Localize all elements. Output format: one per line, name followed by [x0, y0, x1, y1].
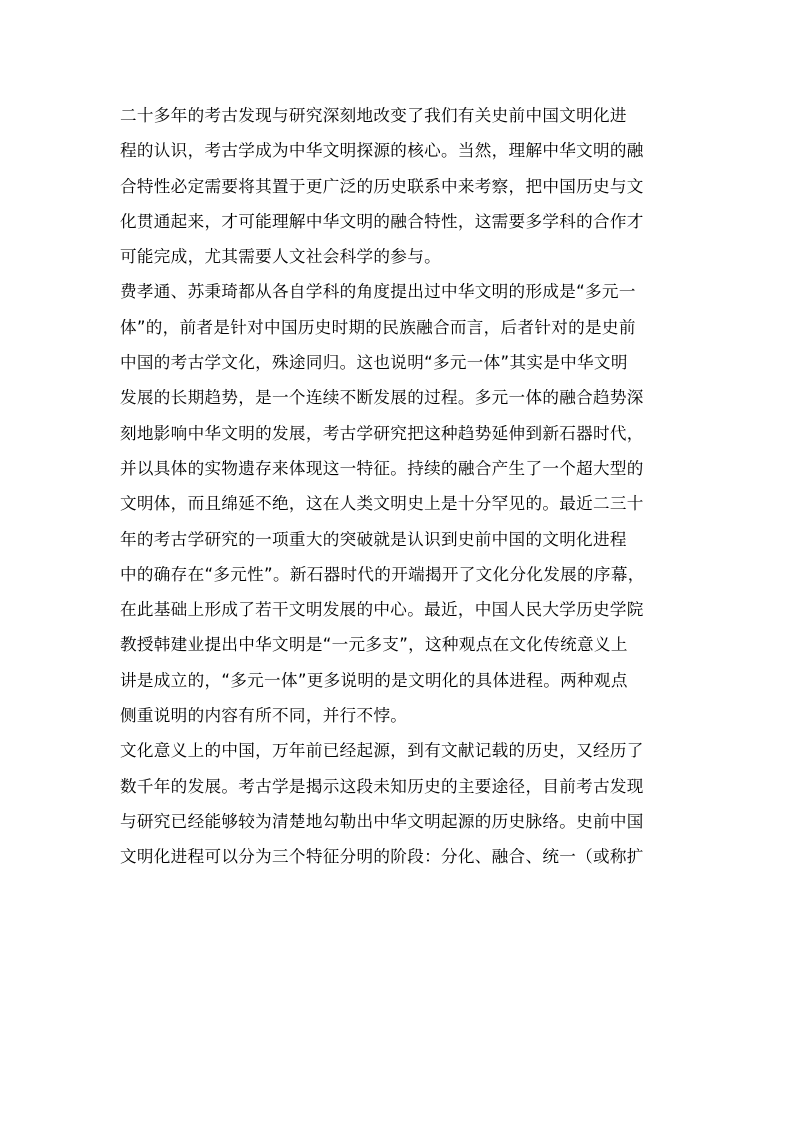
text-line: 费孝通、苏秉琦都从各自学科的角度提出过中华文明的形成是“多元一	[120, 282, 636, 302]
paragraph-3	[120, 733, 680, 874]
text-line: 并以具体的实物遗存来体现这一特征。持续的融合产生了一个超大型的	[120, 458, 644, 478]
text-line: 文明体，而且绵延不绝，这在人类文明史上是十分罕见的。最近二三十	[120, 494, 644, 514]
text-line: 二十多年的考古发现与研究深刻地改变了我们有关史前中国文明化进	[120, 106, 627, 125]
text-line: 中的确存在“多元性”。新石器时代的开端揭开了文化分化发展的序幕，	[120, 564, 645, 584]
text-line: 与研究已经能够较为清楚地勾勒出中华文明起源的历史脉络。史前中国	[120, 811, 644, 831]
text-line: 中国的考古学文化，殊途同归。这也说明“多元一体”其实是中华文明	[120, 353, 628, 373]
text-line: 教授韩建业提出中华文明是“一元多支”，这种观点在文化传统意义上	[120, 635, 628, 655]
text-line: 讲是成立的，“多元一体”更多说明的是文明化的具体进程。两种观点	[120, 670, 628, 690]
text-line: 可能完成，尤其需要人文社会科学的参与。	[120, 247, 441, 267]
text-line: 刻地影响中华文明的发展，考古学研究把这种趋势延伸到新石器时代，	[120, 423, 644, 443]
text-line: 文化意义上的中国，万年前已经起源，到有文献记载的历史，又经历了	[120, 741, 644, 761]
text-line: 文明化进程可以分为三个特征分明的阶段：分化、融合、统一（或称扩	[120, 847, 644, 867]
text-line: 体”的，前者是针对中国历史时期的民族融合而言，后者针对的是史前	[120, 317, 636, 337]
document-body	[120, 98, 680, 875]
text-line: 合特性必定需要将其置于更广泛的历史联系中来考察，把中国历史与文	[120, 176, 644, 196]
text-line: 数千年的发展。考古学是揭示这段未知历史的主要途径，目前考古发现	[120, 776, 644, 796]
paragraph-1	[120, 98, 680, 274]
text-line: 化贯通起来，才可能理解中华文明的融合特性，这需要多学科的合作才	[120, 211, 644, 231]
text-line: 发展的长期趋势，是一个连续不断发展的过程。多元一体的融合趋势深	[120, 388, 644, 408]
text-line: 程的认识，考古学成为中华文明探源的核心。当然，理解中华文明的融	[120, 141, 644, 161]
paragraph-2	[120, 274, 680, 733]
text-line: 在此基础上形成了若干文明发展的中心。最近，中国人民大学历史学院	[120, 600, 644, 620]
text-line: 侧重说明的内容有所不同，并行不悖。	[120, 706, 408, 726]
text-line: 年的考古学研究的一项重大的突破就是认识到史前中国的文明化进程	[120, 529, 627, 549]
